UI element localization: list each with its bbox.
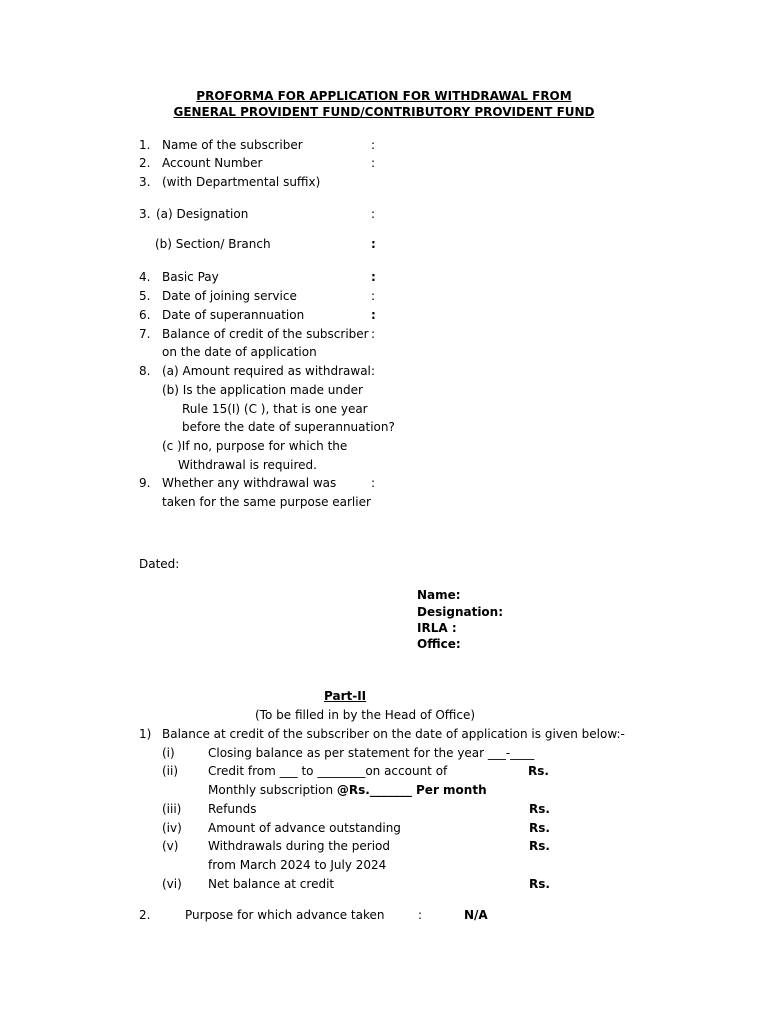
part2-row-ii-text-cont bbox=[208, 781, 487, 799]
part2-row-ii-rs: Rs. bbox=[528, 764, 549, 778]
part2-row-i-num: (i) bbox=[162, 746, 175, 760]
item-4-num: 4. bbox=[139, 270, 151, 284]
title-line-1: PROFORMA FOR APPLICATION FOR WITHDRAWAL FROM bbox=[196, 89, 572, 103]
part2-item-2-label: Purpose for which advance taken bbox=[185, 908, 385, 922]
item-1-num: 1. bbox=[139, 138, 151, 152]
item-9-label-cont: taken for the same purpose earlier bbox=[162, 495, 371, 509]
part2-row-i-text: Closing balance as per statement for the year ___-____ bbox=[208, 746, 535, 760]
item-5-colon: : bbox=[371, 289, 376, 303]
item-8c-label-cont: Withdrawal is required. bbox=[178, 458, 317, 472]
part2-item-1-text: Balance at credit of the subscriber on the date of application is given below:- bbox=[162, 727, 625, 741]
item-9-label: Whether any withdrawal was bbox=[162, 476, 337, 490]
part2-row-ii-num: (ii) bbox=[162, 764, 179, 778]
part2-row-v-text-cont: from March 2024 to July 2024 bbox=[208, 858, 387, 872]
part2-row-vi-text: Net balance at credit bbox=[208, 877, 335, 891]
item-1-colon: : bbox=[371, 138, 376, 152]
signature-irla: IRLA : bbox=[417, 621, 457, 635]
monthly-subscription-label: Monthly subscription bbox=[208, 783, 334, 797]
part2-row-v-rs: Rs. bbox=[529, 839, 550, 853]
item-6-colon: : bbox=[371, 308, 376, 322]
item-3-num: 3. bbox=[139, 175, 151, 189]
part2-item-2-num: 2. bbox=[139, 908, 151, 922]
item-3b-label: (b) Section/ Branch bbox=[155, 237, 271, 251]
part2-item-2-value: N/A bbox=[464, 908, 488, 922]
part2-item-2-colon: : bbox=[418, 908, 423, 922]
part2-row-iii-num: (iii) bbox=[162, 802, 182, 816]
item-7-label: Balance of credit of the subscriber bbox=[162, 327, 369, 341]
part2-row-ii-text: Credit from ___ to ________on account of bbox=[208, 764, 448, 778]
dated-label: Dated: bbox=[139, 557, 180, 571]
part2-item-1-num: 1) bbox=[139, 727, 152, 741]
item-3b-colon: : bbox=[371, 237, 376, 251]
part2-heading: Part-II bbox=[324, 689, 367, 703]
item-8a-label: (a) Amount required as withdrawal bbox=[162, 364, 371, 378]
item-1-label: Name of the subscriber bbox=[162, 138, 303, 152]
part2-row-vi-rs: Rs. bbox=[529, 877, 550, 891]
title-line-2: GENERAL PROVIDENT FUND/CONTRIBUTORY PROVIDENT FUND bbox=[173, 105, 595, 119]
part2-row-vi-num: (vi) bbox=[162, 877, 182, 891]
item-6-label: Date of superannuation bbox=[162, 308, 305, 322]
part2-row-v-text: Withdrawals during the period bbox=[208, 839, 390, 853]
monthly-subscription-rate: @Rs._______ Per month bbox=[336, 783, 487, 797]
part2-row-iii-text: Refunds bbox=[208, 802, 257, 816]
part2-row-v-num: (v) bbox=[162, 839, 179, 853]
item-5-label: Date of joining service bbox=[162, 289, 297, 303]
item-8b-label-cont-2: before the date of superannuation? bbox=[182, 420, 395, 434]
item-3a-num: 3. bbox=[139, 207, 151, 221]
item-3-label: (with Departmental suffix) bbox=[162, 175, 321, 189]
item-8-num: 8. bbox=[139, 364, 151, 378]
part2-subheading: (To be filled in by the Head of Office) bbox=[255, 708, 476, 722]
part2-row-iv-num: (iv) bbox=[162, 821, 182, 835]
signature-name: Name: bbox=[417, 588, 461, 602]
item-6-num: 6. bbox=[139, 308, 151, 322]
item-5-num: 5. bbox=[139, 289, 151, 303]
item-3a-colon: : bbox=[371, 207, 376, 221]
item-7-colon: : bbox=[371, 327, 376, 341]
signature-designation: Designation: bbox=[417, 605, 504, 619]
item-8b-label: (b) Is the application made under bbox=[162, 383, 363, 397]
item-3a-label: (a) Designation bbox=[156, 207, 249, 221]
part2-row-iv-rs: Rs. bbox=[529, 821, 550, 835]
item-4-colon: : bbox=[371, 270, 376, 284]
part2-row-iii-rs: Rs. bbox=[529, 802, 550, 816]
item-7-label-cont: on the date of application bbox=[162, 345, 317, 359]
item-4-label: Basic Pay bbox=[162, 270, 219, 284]
item-8c-label: (c )If no, purpose for which the bbox=[162, 439, 348, 453]
item-2-num: 2. bbox=[139, 156, 151, 170]
part2-row-iv-text: Amount of advance outstanding bbox=[208, 821, 401, 835]
item-8a-colon: : bbox=[371, 364, 376, 378]
item-9-colon: : bbox=[371, 476, 376, 490]
item-2-colon: : bbox=[371, 156, 376, 170]
item-7-num: 7. bbox=[139, 327, 151, 341]
item-8b-label-cont-1: Rule 15(I) (C ), that is one year bbox=[182, 402, 368, 416]
item-9-num: 9. bbox=[139, 476, 151, 490]
item-2-label: Account Number bbox=[162, 156, 263, 170]
signature-office: Office: bbox=[417, 637, 461, 651]
